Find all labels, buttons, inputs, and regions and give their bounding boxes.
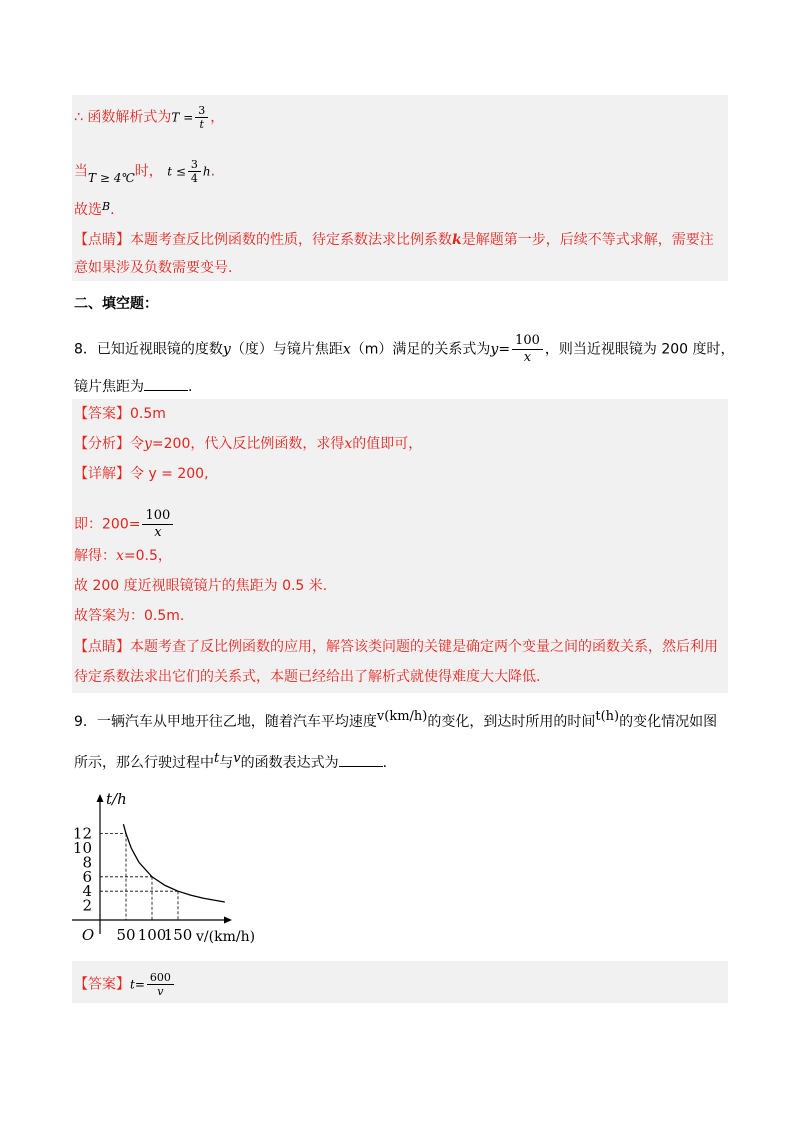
y-axis-label: t/h (106, 790, 127, 808)
q7-T-eq: T = (171, 110, 194, 125)
curve-series (123, 824, 224, 902)
q9-answer-line: 【答案】t= $\frac{600}{v}$ (74, 971, 176, 998)
q9-line2: 所示，那么行驶过程中t与v的函数表达式为 . (74, 751, 388, 771)
section-title: 二、填空题： (74, 296, 158, 312)
y-tick-label-2: 2 (82, 896, 92, 915)
x-axis-arrow (224, 917, 232, 924)
q7-note-line1: 【点睛】本题考查反比例函数的性质，待定系数法求比例系数k是解题第一步，后续不等式求解，需要注 (74, 232, 714, 248)
q8-note-line1: 【点睛】本题考查了反比例函数的应用，解答该类问题的关键是确定两个变量之间的函数关系，然后利用 (74, 639, 718, 655)
origin-label: O (81, 926, 95, 944)
q7-fraction-3-over-4: $\frac{3}{4}$ (188, 158, 201, 185)
q7-fraction-3-over-t: $\frac{3}{t}$ (195, 104, 208, 131)
velocity-time-graph (62, 786, 272, 946)
q8-analysis-line: 【分析】令y=200，代入反比例函数，求得x的值即可， (74, 436, 423, 452)
q9-t-unit: t(h) (595, 709, 620, 724)
q9-answer-fraction: $\frac{600}{v}$ (147, 971, 174, 998)
therefore-symbol: ∴ (74, 109, 83, 126)
x-tick-label-100: 100 (137, 926, 167, 944)
q8-line2: 镜片焦距为 . (74, 376, 192, 397)
q9-line1: 9．一辆汽车从甲地开往乙地，随着汽车平均速度v(km/h)的变化，到达时所用的时间t(h)的变化情况如图 (74, 709, 718, 730)
q7-line1-text: 函数解析式为 (87, 109, 172, 126)
y-tick-label-6: 6 (82, 867, 92, 886)
q8-step2-line: 解得：x=0.5， (74, 548, 172, 564)
q8-fraction-100-over-x: $\frac{100}{x}$ (512, 333, 543, 366)
y-tick-label-8: 8 (82, 853, 92, 872)
q8-line1: 8．已知近视眼镜的度数y（度）与镜片焦距x（m）满足的关系式为y= $\frac{100}{x}$ ，则当近视眼镜为 200 度时， (74, 333, 735, 365)
y-tick-label-10: 10 (72, 839, 92, 857)
y-axis-arrow (97, 794, 104, 802)
y-tick-label-12: 12 (72, 824, 92, 843)
q7-condition: T ≥ 4℃ (88, 170, 135, 185)
x-tick-label-150: 150 (163, 926, 193, 944)
x-tick-label-50: 50 (116, 926, 136, 944)
y-tick-label-4: 4 (82, 882, 92, 901)
q7-note-line2: 意如果涉及负数需要变号. (74, 260, 233, 276)
q9-v-unit: v(km/h) (376, 709, 428, 724)
q8-detail-line: 【详解】令 y = 200, (74, 466, 209, 482)
q8-answer-line: 【答案】0.5m (74, 406, 166, 422)
q8-step-fraction: $\frac{100}{x}$ (142, 508, 173, 541)
q8-step3-line: 故 200 度近视眼镜镜片的焦距为 0.5 米. (74, 578, 328, 594)
q7-choice-line: 故选$^B$. (74, 200, 115, 218)
x-axis-label: v/(km/h) (196, 929, 256, 945)
q8-step4-line: 故答案为：0.5m. (74, 608, 185, 624)
q7-formula-line: ∴ 函数解析式为T = $\frac{3}{t}$ ， (74, 104, 225, 131)
q8-answer-blank (144, 376, 188, 391)
q8-step1-line: 即：200= $\frac{100}{x}$ (74, 508, 175, 541)
q8-note-line2: 待定系数法求出它们的关系式，本题已经给出了解析式就使得难度大大降低. (74, 669, 541, 685)
note-tag: 【点睛】 (74, 232, 130, 248)
q7-condition-line: 当T ≥ 4℃时， t ≤ $\frac{3}{4}$ h. (74, 158, 216, 185)
q9-answer-blank (339, 752, 383, 767)
